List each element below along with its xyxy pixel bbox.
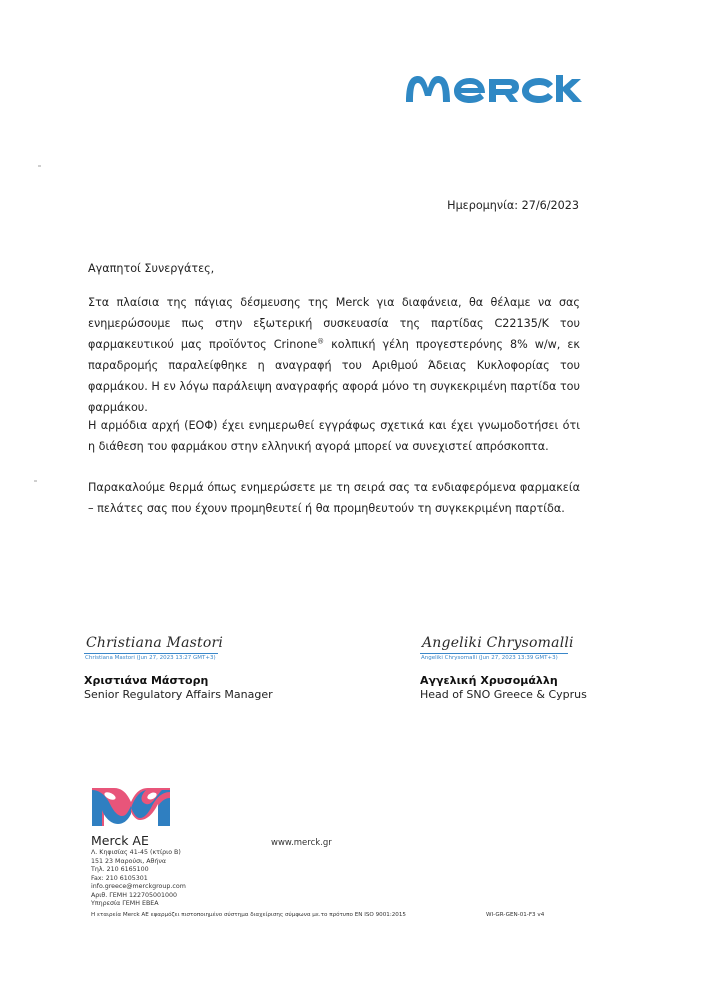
paragraph-1-text-cont: κολπική γέλη προγεστερόνης 8% w/w, εκ παραδρομής παραλείφθηκε η αναγραφή του Αριθμού Άδειας Κυκλοφορίας του φαρμάκου. Η εν λόγω παράλειψη αναγραφής αφορά μόνο τη συγκεκριμένη παρτίδα του φαρμάκου. [88,338,580,414]
iso-certification-note: Η εταιρεία Merck AE εφαρμόζει πιστοποιημένο σύστημα διαχείρισης σύμφωνα με.το πρότυπο EN ISO 9001:2015 [91,912,406,918]
signer-title: Head of SNO Greece & Cyprus [420,688,587,701]
signature-block-right [420,634,660,702]
website-link: www.merck.gr [271,838,332,848]
registry-number: Αριθ. ΓΕΜΗ 122705001000 [91,891,178,899]
email-line: info.greece@merckgroup.com [91,883,186,890]
phone-line: Τηλ. 210 6165100 [91,866,149,873]
company-name: Merck AE [91,833,149,848]
company-address [91,849,186,909]
merck-m-logo [90,786,172,828]
signature-block-left [84,634,324,702]
registered-mark: ® [317,337,325,346]
body-paragraph-2: Η αρμόδια αρχή (ΕΟΦ) έχει ενημερωθεί εγγράφως σχετικά και έχει γνωμοδοτήσει ότι η διάθεση του φαρμάκου στην ελληνική αγορά μπορεί να συνεχιστεί απρόσκοπτα. [88,419,580,453]
signature-timestamp: Angeliki Chrysomalli (Jun 27, 2023 13:39 GMT+3) [421,655,558,661]
scan-artifact [38,165,41,167]
merck-logo [404,72,582,106]
merck-m-icon [90,786,172,828]
letter-date: Ημερομηνία: 27/6/2023 [447,199,579,212]
signature-timestamp: Christiana Mastori (Jun 27, 2023 13:27 GMT+3) [85,655,216,661]
body-paragraph-3: Παρακαλούμε θερμά όπως ενημερώσετε με τη σειρά σας τα ενδιαφερόμενα φαρμακεία – πελάτες σας που έχουν προμηθευτεί ή θα προμηθευτούν τη συγκεκριμένη παρτίδα. [88,481,580,515]
signer-name: Χριστιάνα Μάστορη [84,674,209,687]
signer-title: Senior Regulatory Affairs Manager [84,688,273,701]
body-paragraph-1 [88,292,580,418]
fax-line: Fax: 210 6105301 [91,874,148,882]
signer-name: Αγγελική Χρυσομάλλη [420,674,558,687]
registry-office: Υπηρεσία ΓΕΜΗ ΕΒΕΑ [91,900,159,907]
scan-artifact [34,480,37,482]
address-line: 151 23 Μαρούσι, Αθήνα [91,857,167,865]
letter-greeting: Αγαπητοί Συνεργάτες, [88,262,215,275]
handwritten-signature: Angeliki Chrysomalli [422,635,574,651]
document-code: WI-GR-GEN-01-F3 v4 [486,912,545,918]
paragraph-1-text: Στα πλαίσια της πάγιας δέσμευσης της Merck για διαφάνεια, θα θέλαμε να σας ενημερώσουμε πως στην εξωτερική συσκευασία της παρτίδας C22135/K του φαρμακευτικού μας προϊόντος Crinone [88,296,580,351]
handwritten-signature: Christiana Mastori [86,635,224,651]
address-line: Λ. Κηφισίας 41-45 (κτίριο Β) [91,849,181,856]
merck-wordmark-icon [404,72,582,106]
